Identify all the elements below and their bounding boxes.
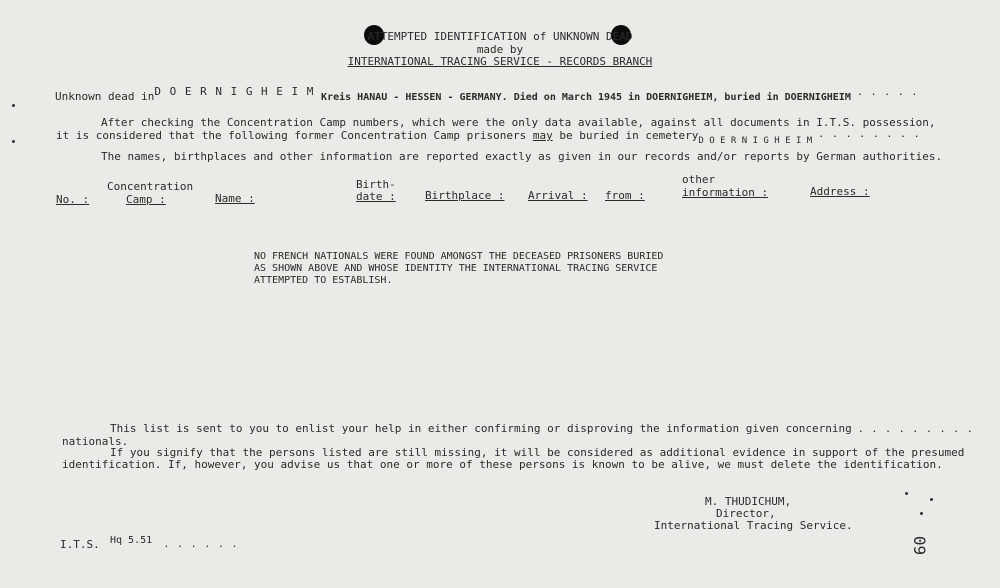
statement-line2: AS SHOWN ABOVE AND WHOSE IDENTITY THE INTERNATIONAL TRACING SERVICE [254, 263, 658, 274]
page-number: 09 [910, 535, 930, 556]
names-note: The names, birthplaces and other information are reported exactly as given in our records and/or reports by German authorities. [101, 150, 943, 163]
statement-line1: NO FRENCH NATIONALS WERE FOUND AMONGST THE DECEASED PRISONERS BURIED [254, 251, 664, 262]
signature-name: M. THUDICHUM, [705, 495, 792, 508]
closing-line1 [110, 422, 974, 436]
unknown-dead-line [55, 85, 919, 104]
after-checking-cemetery-label: be buried in cemetery [559, 129, 699, 142]
col-name: Name : [215, 192, 255, 205]
col-arrival: Arrival : [528, 189, 588, 202]
statement-line3: ATTEMPTED TO ESTABLISH. [254, 275, 393, 286]
margin-mark [905, 492, 908, 495]
signature-org: International Tracing Service. [654, 519, 853, 532]
unknown-dead-details: Kreis HANAU - HESSEN - GERMANY. Died on March 1945 in DOERNIGHEIM, buried in DOERNIGHEIM [321, 92, 851, 103]
unknown-dead-place: D O E R N I G H E I M [154, 85, 315, 98]
col-no: No. : [56, 193, 90, 206]
header-organisation: INTERNATIONAL TRACING SERVICE - RECORDS BRANCH [347, 55, 653, 68]
margin-mark [12, 140, 15, 143]
unknown-dead-prefix: Unknown dead in [55, 90, 155, 103]
col-camp-top: Concentration [107, 180, 194, 193]
header-title: ATTEMPTED IDENTIFICATION of UNKNOWN DEAD [367, 30, 633, 43]
closing-line4: identification. If, however, you advise us that one or more of these persons is known to be alive, we must delete the identification. [62, 458, 943, 471]
closing-line2: nationals. [62, 435, 129, 448]
after-checking-text: it is considered that the following former Concentration Camp prisoners [56, 129, 527, 142]
margin-mark [920, 512, 923, 515]
after-checking-line1: After checking the Concentration Camp numbers, which were the only data available, against all documents in I.T.S. possession, [101, 116, 936, 129]
col-other-top: other [682, 173, 716, 186]
footer-code: Hq 5.51 [110, 535, 153, 546]
col-camp-bottom: Camp : [126, 193, 166, 206]
col-other-bottom: information : [682, 186, 769, 199]
header-made-by: made by [476, 43, 524, 56]
signature-title: Director, [716, 507, 776, 520]
margin-mark [930, 498, 933, 501]
unknown-dead-dots: . . . . . [857, 88, 919, 97]
cemetery-name: D O E R N I G H E I M [698, 136, 813, 146]
closing-line3: If you signify that the persons listed are still missing, it will be considered as additional evidence in support of the presumed [110, 446, 965, 459]
after-checking-line2 [56, 129, 921, 144]
col-birth-bottom: date : [356, 190, 396, 203]
footer-its: I.T.S. [60, 538, 100, 551]
footer-dots: . . . . . . [164, 540, 239, 549]
after-checking-may: may [532, 129, 553, 142]
col-address: Address : [810, 185, 870, 198]
margin-mark [12, 104, 15, 107]
col-from: from : [605, 189, 645, 202]
closing-dots: . . . . . . . . . [858, 425, 975, 434]
col-birth-top: Birth- [356, 178, 396, 191]
col-birthplace: Birthplace : [425, 189, 505, 202]
cemetery-dots: . . . . . . . . [818, 130, 922, 139]
closing-text: This list is sent to you to enlist your help in either confirming or disproving the information given concerning [110, 422, 852, 435]
